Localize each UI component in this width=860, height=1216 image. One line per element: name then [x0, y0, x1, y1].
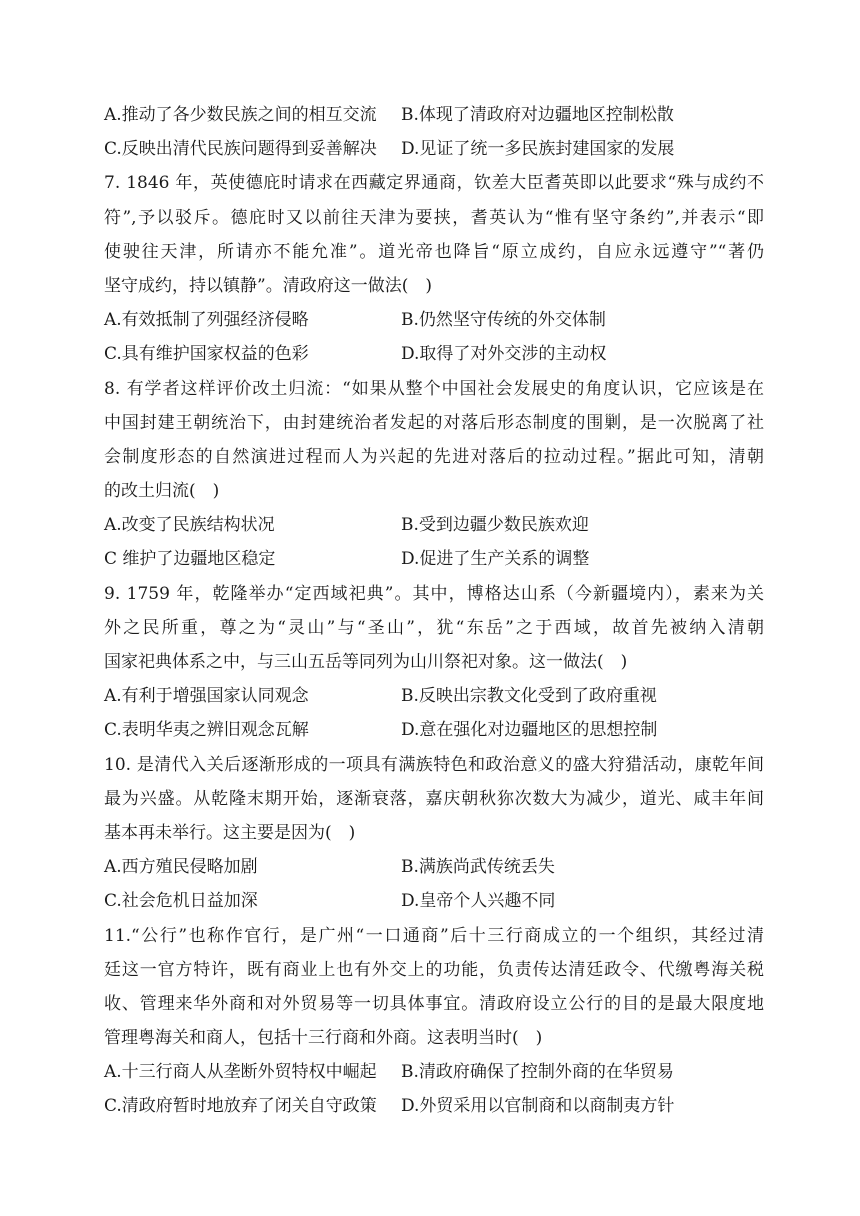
options-row	[104, 850, 764, 884]
stem-line: 7. 1846 年，英使德庇时请求在西藏定界通商，钦差大臣耆英即以此要求“殊与成约不	[104, 173, 764, 194]
exam-page	[104, 98, 764, 1124]
stem-line: 符”,予以驳斥。德庇时又以前往天津为要挟，耆英认为“惟有坚守条约”,并表示“即	[104, 207, 764, 228]
stem-line: 国家祀典体系之中，与三山五岳等同列为山川祭祀对象。这一做法( )	[104, 652, 628, 672]
stem-line: 中国封建王朝统治下，由封建统治者发起的对落后形态制度的围剿，是一次脱离了社	[104, 412, 764, 433]
question-stem	[104, 166, 764, 303]
options-row	[104, 884, 764, 918]
stem-line: 9. 1759 年，乾隆举办“定西域祀典”。其中，博格达山系（今新疆境内），素来为关	[104, 583, 764, 604]
question-11	[104, 919, 764, 1124]
question-8	[104, 372, 764, 577]
option-c: C.社会危机日益加深	[104, 891, 258, 912]
options-row	[104, 1089, 764, 1123]
stem-line: 10. 是清代入关后逐渐形成的一项具有满族特色和政治意义的盛大狩猎活动，康乾年间	[104, 754, 764, 775]
question-6-options-block	[104, 98, 764, 166]
options-row	[104, 713, 764, 747]
option-b: B.满族尚武传统丢失	[401, 857, 555, 878]
question-9	[104, 577, 764, 748]
option-c: C 维护了边疆地区稳定	[104, 549, 276, 570]
stem-line: 收、管理来华外商和对外贸易等一切具体事宜。清政府设立公行的目的是最大限度地	[104, 993, 764, 1014]
option-c: C.清政府暂时地放弃了闭关自守政策	[104, 1096, 377, 1117]
option-b: B.清政府确保了控制外商的在华贸易	[401, 1062, 674, 1083]
options-row	[104, 98, 764, 132]
option-a: A.有利于增强国家认同观念	[104, 686, 309, 707]
option-c: C.表明华夷之辨旧观念瓦解	[104, 720, 309, 741]
option-d: D.皇帝个人兴趣不同	[401, 891, 556, 912]
options-row	[104, 542, 764, 576]
question-stem	[104, 372, 764, 509]
question-10	[104, 748, 764, 919]
stem-line: 使驶往天津，所请亦不能允准”。道光帝也降旨“原立成约，自应永远遵守”“著仍	[104, 241, 764, 262]
options-row	[104, 1055, 764, 1089]
option-c: C.具有维护国家权益的色彩	[104, 344, 309, 365]
options-row	[104, 508, 764, 542]
option-a: A.十三行商人从垄断外贸特权中崛起	[104, 1062, 377, 1083]
option-b: B.体现了清政府对边疆地区控制松散	[401, 105, 674, 125]
stem-line: 会制度形态的自然演进过程而人为兴起的先进对落后的拉动过程。”据此可知，清朝	[104, 446, 764, 467]
stem-line: 8. 有学者这样评价改土归流：“如果从整个中国社会发展史的角度认识，它应该是在	[104, 378, 764, 399]
option-d: D.促进了生产关系的调整	[401, 549, 590, 570]
stem-line: 坚守成约，持以镇静”。清政府这一做法( )	[104, 275, 432, 296]
options-row	[104, 679, 764, 713]
option-b: B.反映出宗教文化受到了政府重视	[401, 686, 657, 707]
stem-line: 外之民所重，尊之为“灵山”与“圣山”，犹“东岳”之于西域，故首先被纳入清朝	[104, 617, 764, 638]
stem-line: 的改土归流( )	[104, 481, 220, 502]
stem-line: 基本再未举行。这主要是因为( )	[104, 822, 356, 843]
option-a: A.有效抵制了列强经济侵略	[104, 310, 309, 331]
option-a: A.推动了各少数民族之间的相互交流	[104, 105, 377, 125]
option-c: C.反映出清代民族问题得到妥善解决	[104, 139, 377, 160]
question-stem	[104, 748, 764, 851]
option-a: A.西方殖民侵略加剧	[104, 857, 258, 878]
stem-line: 11.“公行”也称作官行，是广州“一口通商”后十三行商成立的一个组织，其经过清	[104, 925, 764, 946]
options-row	[104, 303, 764, 337]
stem-line: 最为兴盛。从乾隆末期开始，逐渐衰落，嘉庆朝秋狝次数大为减少，道光、咸丰年间	[104, 788, 764, 809]
question-stem	[104, 577, 764, 680]
option-d: D.取得了对外交涉的主动权	[401, 344, 607, 365]
option-a: A.改变了民族结构状况	[104, 515, 275, 536]
question-7	[104, 166, 764, 371]
option-b: B.受到边疆少数民族欢迎	[401, 515, 589, 536]
option-d: D.见证了统一多民族封建国家的发展	[401, 139, 675, 160]
question-stem	[104, 919, 764, 1056]
stem-line: 管理粤海关和商人，包括十三行商和外商。这表明当时( )	[104, 1028, 543, 1049]
stem-line: 廷这一官方特许，既有商业上也有外交上的功能，负责传达清廷政令、代缴粤海关税	[104, 959, 764, 980]
options-row	[104, 337, 764, 371]
option-d: D.意在强化对边疆地区的思想控制	[401, 720, 658, 741]
options-row	[104, 132, 764, 166]
option-d: D.外贸采用以官制商和以商制夷方针	[401, 1096, 675, 1117]
option-b: B.仍然坚守传统的外交体制	[401, 310, 606, 331]
